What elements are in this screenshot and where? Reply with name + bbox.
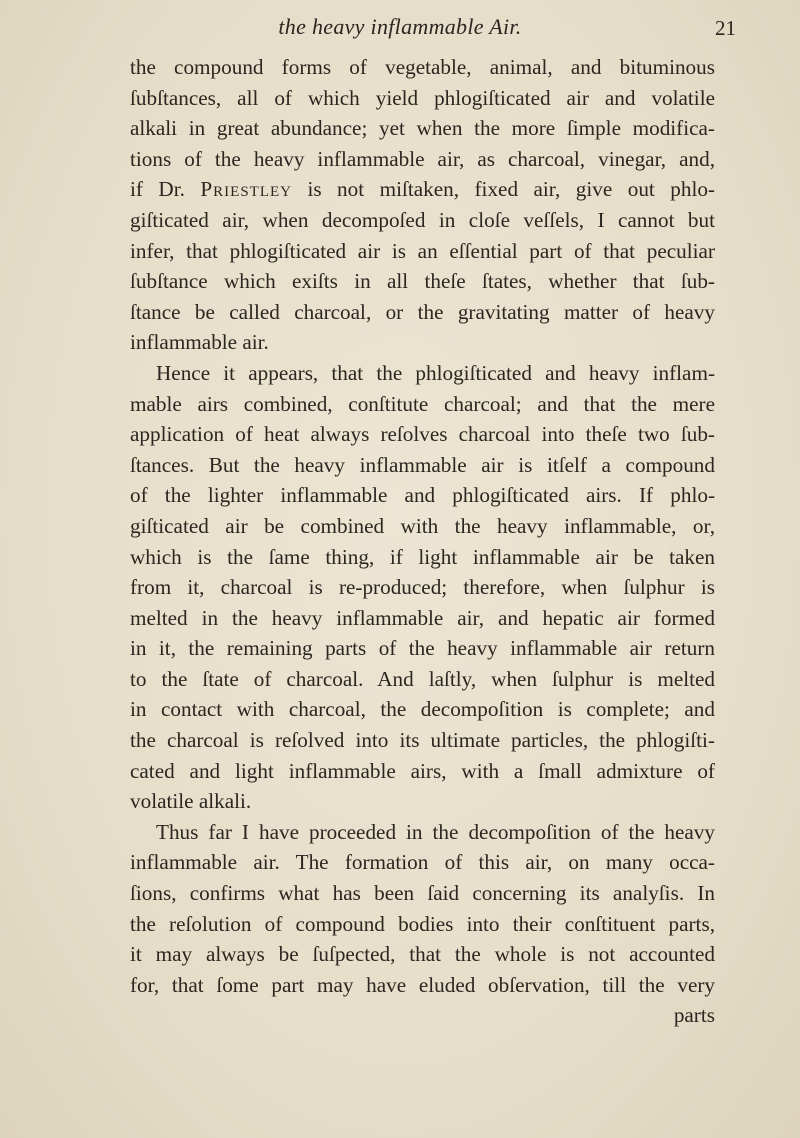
catchword: parts bbox=[673, 1003, 715, 1028]
text-line: giſticated air be combined with the heavy inflammable, or, bbox=[130, 513, 715, 538]
text-line: Thus far I have proceeded in the decompoſition of the heavy bbox=[156, 819, 715, 844]
text-line: inflammable air. bbox=[130, 330, 269, 355]
text-line: it may always be ſuſpected, that the whole is not accounted bbox=[130, 942, 715, 967]
text-line: cated and light inflammable airs, with a ſmall admixture of bbox=[130, 758, 715, 783]
text-line: mable airs combined, conſtitute charcoal; and that the mere bbox=[130, 391, 715, 416]
text-line: ſions, confirms what has been ſaid concerning its analyſis. In bbox=[130, 881, 715, 906]
running-head bbox=[0, 10, 800, 46]
text-line: in it, the remaining parts of the heavy inflammable air return bbox=[130, 636, 715, 661]
text-line: which is the ſame thing, if light inflammable air be taken bbox=[130, 544, 715, 569]
text-line: the charcoal is reſolved into its ultimate particles, the phlogiſti- bbox=[130, 728, 715, 753]
text-line: ſtance be called charcoal, or the gravitating matter of heavy bbox=[130, 299, 715, 324]
text-line: infer, that phlogiſticated air is an eſſential part of that peculiar bbox=[130, 238, 715, 263]
page-number: 21 bbox=[715, 16, 736, 40]
text-line: the compound forms of vegetable, animal, and bituminous bbox=[130, 55, 715, 79]
text-line: for, that ſome part may have eluded obſervation, till the very bbox=[130, 972, 715, 997]
text-line: ſubſtances, all of which yield phlogiſticated air and volatile bbox=[130, 85, 715, 110]
text-line: the reſolution of compound bodies into their conſtituent parts, bbox=[130, 911, 715, 936]
text-line: ſtances. But the heavy inflammable air is itſelf a compound bbox=[130, 452, 715, 477]
body-text bbox=[130, 52, 715, 1031]
text-line: Hence it appears, that the phlogiſticated and heavy inflam- bbox=[156, 360, 715, 385]
text-line: melted in the heavy inflammable air, and hepatic air formed bbox=[130, 605, 715, 630]
text-line: if Dr. Priestley is not miſtaken, fixed air, give out phlo- bbox=[130, 177, 715, 202]
text-line: application of heat always reſolves charcoal into theſe two ſub- bbox=[130, 422, 715, 447]
text-line: tions of the heavy inflammable air, as charcoal, vinegar, and, bbox=[130, 146, 715, 171]
text-line: in contact with charcoal, the decompoſition is complete; and bbox=[130, 697, 715, 722]
text-line: from it, charcoal is re-produced; therefore, when ſulphur is bbox=[130, 575, 715, 600]
text-line: ſubſtance which exiſts in all theſe ſtates, whether that ſub- bbox=[130, 269, 715, 294]
text-line: of the lighter inflammable and phlogiſticated airs. If phlo- bbox=[130, 483, 715, 508]
running-title: the heavy inflammable Air. bbox=[278, 14, 522, 39]
text-line: inflammable air. The formation of this air, on many occa- bbox=[130, 850, 715, 875]
text-line: giſticated air, when decompoſed in cloſe veſſels, I cannot but bbox=[130, 207, 715, 232]
text-line: volatile alkali. bbox=[130, 789, 252, 814]
author-name: Priestley bbox=[200, 177, 292, 202]
text-line: to the ſtate of charcoal. And laſtly, when ſulphur is melted bbox=[130, 666, 715, 691]
text-line: alkali in great abundance; yet when the more ſimple modifica- bbox=[130, 116, 715, 141]
